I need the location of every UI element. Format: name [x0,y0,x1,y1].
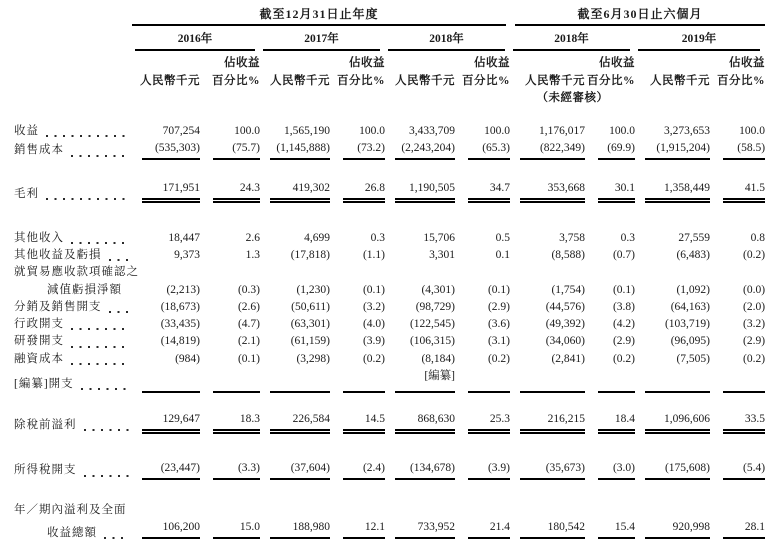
cell-value: (106,315) [409,335,455,348]
cell-value [520,370,585,393]
cell-value: (64,163) [670,300,711,313]
pct-column-label-bottom: 百分比% [462,74,511,87]
cell-value: (58.5) [723,140,765,159]
year-2018-interim: 2018年 [513,31,630,51]
cell-value: 15.0 [213,519,260,539]
row-label: 年／期內溢利及全面 [14,503,127,516]
cell-value: (4.7) [237,318,260,330]
row-label: 減值虧損淨額 [47,283,122,296]
cell-value: (14,819) [160,335,200,348]
dot-leader [71,328,129,330]
period-header-interim: 截至6月30日止六個月 [515,5,765,26]
cell-value: 100.0 [484,125,511,137]
table-row [14,411,765,434]
cell-value: (4.2) [612,318,636,330]
cell-value: (0.1) [237,352,260,365]
cell-value: 15,706 [423,231,455,244]
cell-value: (96,095) [670,335,711,348]
cell-value [598,370,635,393]
cell-value [142,504,200,519]
cell-value: (1,145,888) [270,140,330,159]
cell-value: 707,254 [162,125,200,137]
cell-value: (822,349) [520,140,585,159]
cell-value: (4,301) [421,283,455,296]
cell-value: 9,373 [174,249,200,261]
row-spacer [14,107,765,123]
cell-value [520,504,585,519]
cell-value: (535,303) [142,140,200,159]
cell-value: 12.1 [343,519,385,539]
cell-value: 27,559 [678,231,711,244]
cell-value: (8,184) [421,352,455,365]
cell-value [213,370,260,393]
row-label: 所得稅開支 [14,464,77,477]
pct-column-label-bottom: 百分比% [337,74,385,87]
cell-value: 180,542 [520,519,585,539]
table-row [14,140,765,159]
cell-value: 18,447 [168,231,200,244]
cell-value: (3.1) [487,335,511,348]
pct-column-label-bottom: 百分比% [717,74,766,87]
cell-value: 0.5 [495,231,511,244]
cell-value: (2,213) [166,283,200,296]
pct-column-label-top: 佔收益 [474,57,511,70]
cell-value: (1,915,204) [645,140,710,159]
table-row [14,333,765,350]
cell-value: 0.8 [750,231,766,244]
cell-value: 226,584 [270,411,330,434]
table-header [14,5,765,107]
cell-value: (3.6) [487,318,511,330]
cell-value [645,370,710,393]
pct-column-label-top: 佔收益 [599,57,636,70]
dot-leader [71,242,129,244]
dot-leader [46,135,129,137]
cell-value [645,267,710,282]
cell-value: (984) [175,352,200,365]
cell-value: (69.9) [598,140,635,159]
cell-value: (0.1) [487,283,511,296]
pct-column-label-bottom: 百分比% [212,74,260,87]
cell-value: 2.6 [245,231,260,244]
table-row [14,519,765,539]
row-label: 就貿易應收款項確認之 [14,266,139,279]
row-label: [編纂]開支 [14,377,74,390]
table-row [14,180,765,203]
pct-column-label-top: 佔收益 [729,57,766,70]
dot-leader [84,475,130,477]
cell-value [395,267,455,282]
row-label: 收益總額 [47,526,97,539]
dot-leader [46,198,129,200]
amount-column-label: 人民幣千元 [650,74,711,87]
amount-column-label: 人民幣千元 [525,74,586,87]
cell-value [468,267,510,282]
cell-value [213,504,260,519]
cell-value [395,504,455,519]
cell-value: (17,818) [290,249,330,261]
row-label: 研發開支 [14,335,64,348]
table-body [14,107,765,539]
cell-value: 33.5 [723,411,765,434]
cell-value: 3,433,709 [409,125,455,137]
cell-value: 25.3 [468,411,510,434]
cell-value: (122,545) [409,318,455,330]
column-subheader-row [14,51,765,90]
row-spacer [14,203,765,230]
cell-value: 129,647 [142,411,200,434]
table-row [14,351,765,368]
cell-value [520,267,585,282]
year-2016: 2016年 [135,31,255,51]
income-statement-table [14,5,765,539]
row-spacer [14,393,765,411]
cell-value: 1,096,606 [645,411,710,434]
dot-leader [71,155,129,157]
row-label: 其他收入 [14,231,64,244]
cell-value: (0.2) [612,352,636,365]
table-row [14,264,765,281]
cell-value: (1,230) [296,283,330,296]
cell-value [723,370,765,393]
cell-value: (3.8) [612,300,636,313]
cell-value: (2.9) [487,300,511,313]
dot-leader [71,363,129,365]
amount-column-label: 人民幣千元 [395,74,455,87]
cell-value [270,504,330,519]
cell-value: 1,565,190 [284,125,330,137]
cell-value: 15.4 [598,519,635,539]
period-group-row [14,5,765,26]
year-2017: 2017年 [263,31,380,51]
cell-value: 24.3 [213,180,260,203]
cell-value: (2.0) [742,300,766,313]
cell-value: (49,392) [545,318,586,330]
cell-value: 216,215 [520,411,585,434]
cell-value: (0.1) [362,283,385,296]
unaudited-row [14,90,765,107]
cell-value: (3.0) [598,460,635,479]
row-label: 分銷及銷售開支 [14,300,102,313]
cell-value: (34,060) [545,335,586,348]
cell-value: (7,505) [676,352,711,365]
cell-value: 18.3 [213,411,260,434]
cell-value: (8,588) [551,249,586,261]
cell-value: (3.2) [742,318,766,330]
row-spacer [14,480,765,502]
period-header-annual: 截至12月31日止年度 [132,5,506,26]
cell-value [270,267,330,282]
cell-value: 419,302 [270,180,330,203]
dot-leader [81,388,129,390]
cell-value [723,267,765,282]
cell-value: 106,200 [142,519,200,539]
cell-value: (134,678) [395,460,455,479]
row-label: 行政開支 [14,318,64,330]
table-row [14,316,765,333]
row-label: 毛利 [14,187,39,200]
cell-value: (2.6) [237,300,260,313]
cell-value: (1,092) [676,283,711,296]
cell-value: 4,699 [304,231,330,244]
cell-value: 26.8 [343,180,385,203]
cell-value: 14.5 [343,411,385,434]
cell-value: 920,998 [645,519,710,539]
cell-value: 733,952 [395,519,455,539]
cell-value [645,504,710,519]
cell-value: (6,483) [676,249,711,261]
row-label: 除稅前溢利 [14,419,77,431]
cell-value: 28.1 [723,519,765,539]
unaudited-note: （未經審核） [536,91,609,104]
cell-value: (2.9) [612,335,636,348]
table-row [14,299,765,316]
cell-value: (0.1) [612,283,636,296]
cell-value: 1,358,449 [645,180,710,203]
cell-value: (37,604) [270,460,330,479]
cell-value [468,504,510,519]
cell-value [213,267,260,282]
cell-value: 41.5 [723,180,765,203]
cell-value: (73.2) [343,140,385,159]
cell-value: (65.3) [468,140,510,159]
cell-value [723,504,765,519]
cell-value [142,267,200,282]
cell-value [343,504,385,519]
pct-column-label-bottom: 百分比% [587,74,636,87]
row-spacer [14,160,765,180]
year-2018: 2018年 [388,31,505,51]
cell-value: (0.2) [742,249,766,261]
row-spacer [14,434,765,460]
cell-value: [編纂] [395,368,455,393]
cell-value: 3,301 [429,249,455,261]
cell-value: 21.4 [468,519,510,539]
cell-value [142,370,200,393]
row-label: 融資成本 [14,352,64,365]
cell-value: (2.1) [237,335,260,348]
cell-value: (75.7) [213,140,260,159]
cell-value: (50,611) [291,300,330,313]
cell-value: (63,301) [290,318,330,330]
cell-value: (35,673) [520,460,585,479]
cell-value: (3,298) [296,352,330,365]
cell-value: (0.0) [742,283,766,296]
cell-value [343,267,385,282]
table-row [14,123,765,140]
cell-value: (2.9) [742,335,766,348]
dot-leader [71,346,129,348]
cell-value: (18,673) [160,300,200,313]
cell-value: 100.0 [609,125,636,137]
cell-value: 34.7 [468,180,510,203]
year-row [14,26,765,51]
year-2019-interim: 2019年 [638,31,760,51]
cell-value: (33,435) [160,318,200,330]
dot-leader [109,311,130,313]
table-row [14,460,765,479]
table-row [14,368,765,393]
cell-value: 171,951 [142,180,200,203]
cell-value: (1.1) [362,249,385,261]
cell-value: (4.0) [362,318,385,330]
cell-value [598,504,635,519]
cell-value: 1,176,017 [539,125,586,137]
cell-value: (98,729) [415,300,455,313]
cell-value: 0.3 [620,231,636,244]
pct-column-label-top: 佔收益 [224,57,260,70]
cell-value: (1,754) [551,283,586,296]
cell-value: 100.0 [234,125,260,137]
cell-value [343,370,385,393]
cell-value: 3,273,653 [664,125,711,137]
dot-leader [109,259,130,261]
cell-value [468,370,510,393]
dot-leader [84,429,130,431]
row-label: 收益 [14,125,39,137]
cell-value: 188,980 [270,519,330,539]
cell-value: 100.0 [739,125,766,137]
cell-value: (3.3) [213,460,260,479]
cell-value: (0.7) [612,249,636,261]
cell-value: (61,159) [290,335,330,348]
cell-value: (3.2) [362,300,385,313]
table-row [14,247,765,264]
cell-value: 353,668 [520,180,585,203]
cell-value: (0.2) [487,352,511,365]
cell-value: 0.1 [495,249,511,261]
table-row [14,230,765,247]
cell-value: 30.1 [598,180,635,203]
cell-value: (3.9) [362,335,385,348]
pct-column-label-top: 佔收益 [349,57,385,70]
table-row [14,502,765,519]
cell-value: (0.2) [742,352,766,365]
cell-value: (3.9) [468,460,510,479]
cell-value [598,267,635,282]
cell-value: (44,576) [545,300,586,313]
cell-value: 1.3 [245,249,260,261]
table-row [14,282,765,299]
cell-value: (23,447) [142,460,200,479]
cell-value: (0.3) [237,283,260,296]
cell-value: 0.3 [370,231,385,244]
cell-value: (0.2) [362,352,385,365]
amount-column-label: 人民幣千元 [270,74,330,87]
cell-value: (5.4) [723,460,765,479]
cell-value: 1,190,505 [395,180,455,203]
cell-value: 3,758 [559,231,586,244]
cell-value: (2,841) [551,352,586,365]
cell-value: (103,719) [664,318,711,330]
cell-value: 18.4 [598,411,635,434]
cell-value: (175,608) [645,460,710,479]
row-label: 其他收益及虧損 [14,249,102,261]
row-label: 銷售成本 [14,144,64,157]
cell-value: 868,630 [395,411,455,434]
cell-value: (2,243,204) [395,140,455,159]
amount-column-label: 人民幣千元 [140,74,200,87]
cell-value [270,370,330,393]
cell-value: 100.0 [359,125,385,137]
cell-value: (2.4) [343,460,385,479]
